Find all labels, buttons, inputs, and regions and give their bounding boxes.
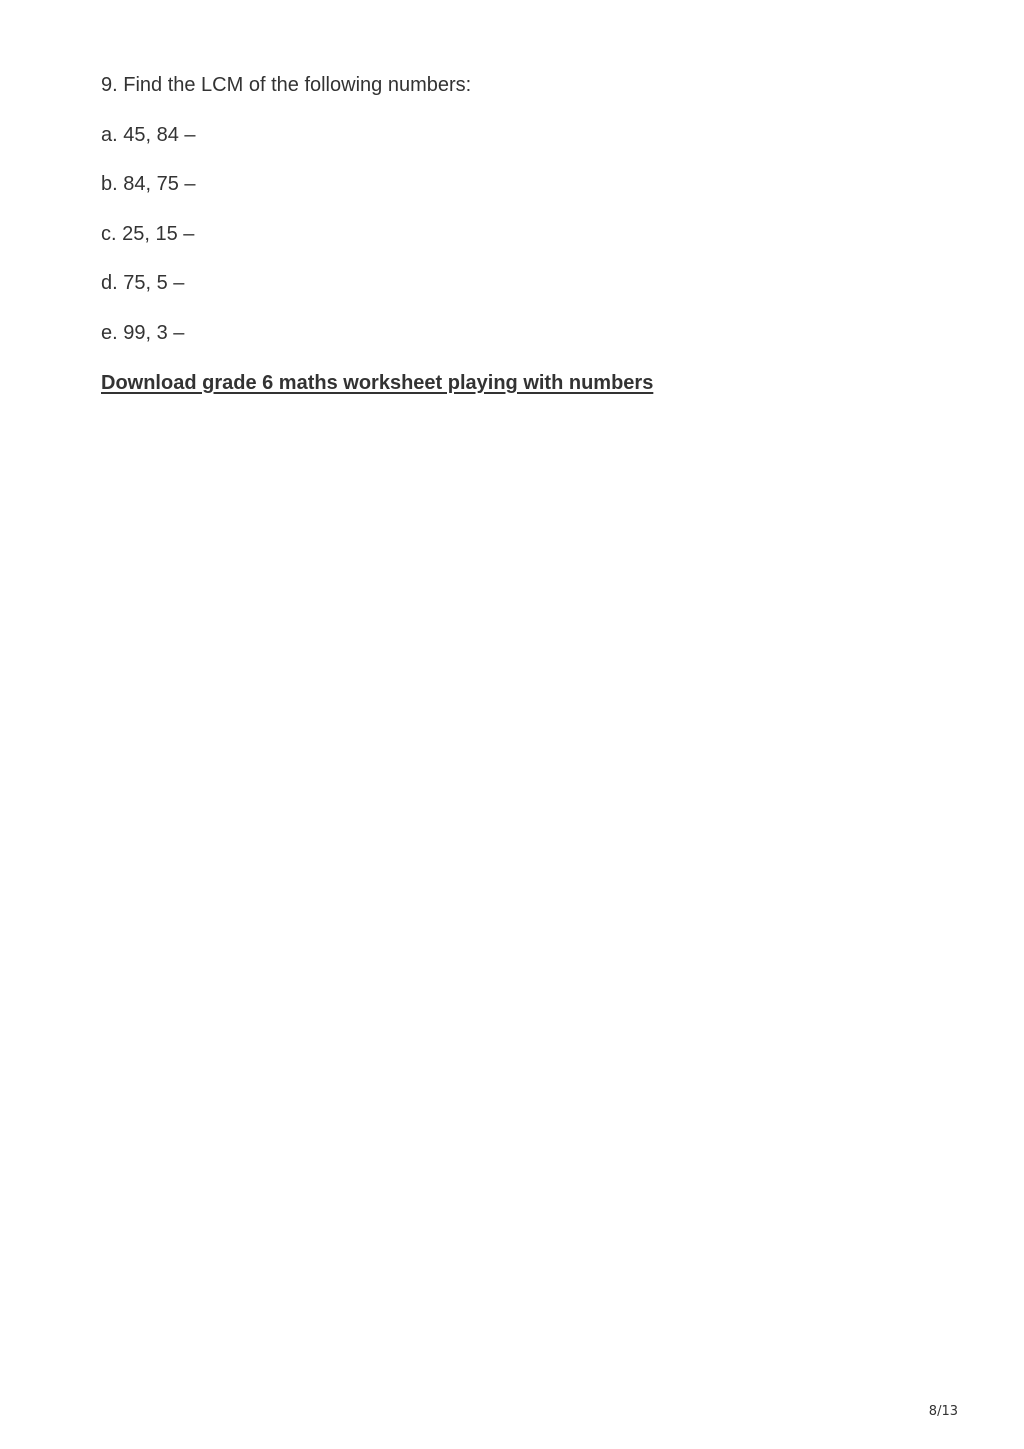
- page-number: 8/13: [928, 1404, 958, 1419]
- question-item-e: e. 99, 3 –: [101, 321, 185, 344]
- question-item-c: c. 25, 15 –: [101, 222, 195, 245]
- download-link-row: [101, 368, 921, 398]
- question-item-a: a. 45, 84 –: [101, 123, 196, 146]
- download-worksheet-link[interactable]: Download grade 6 maths worksheet playing with numbers: [101, 371, 654, 394]
- worksheet-content: [101, 70, 921, 417]
- question-item-b: b. 84, 75 –: [101, 173, 196, 196]
- question-title: 9. Find the LCM of the following numbers:: [101, 74, 472, 96]
- question-item-d: d. 75, 5 –: [101, 272, 185, 295]
